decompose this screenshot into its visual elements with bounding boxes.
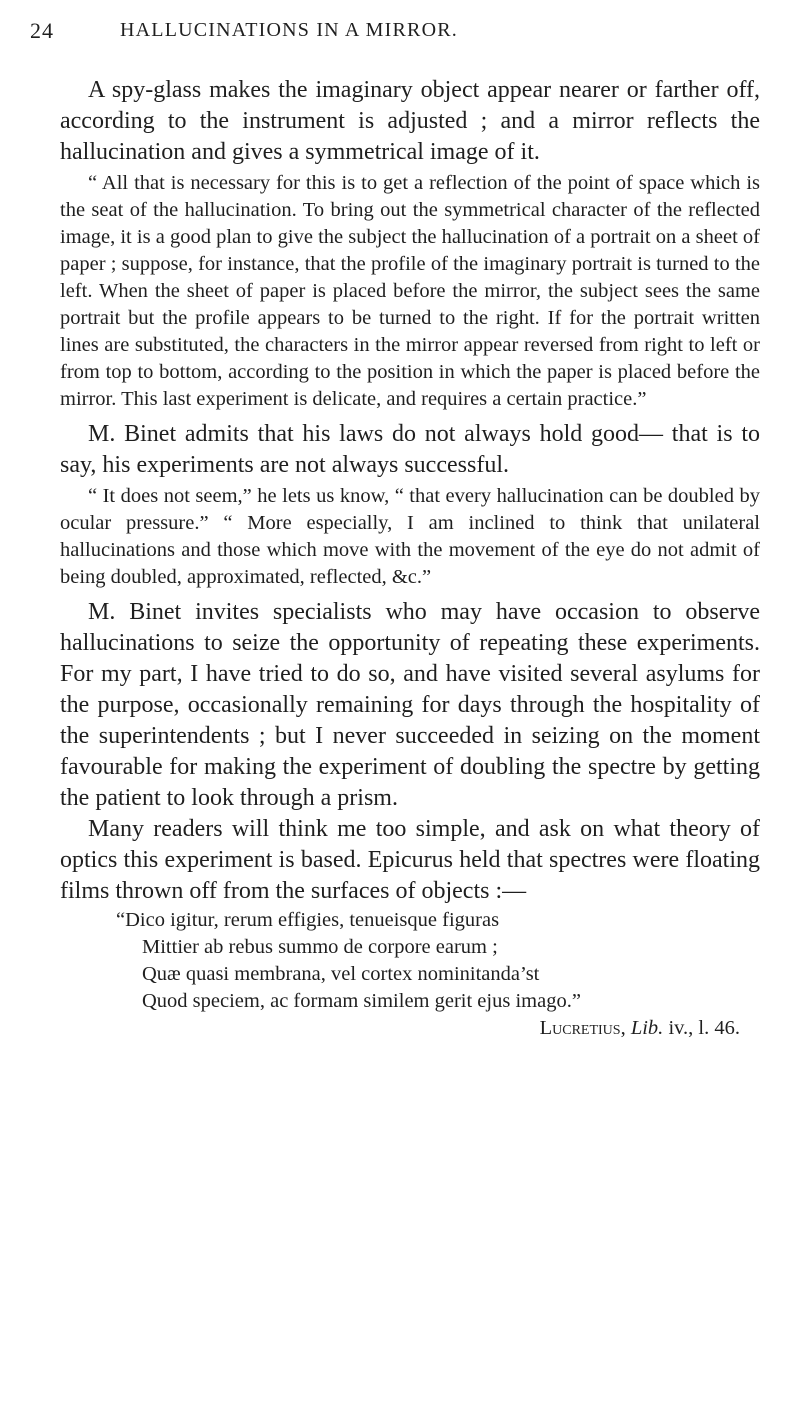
paragraph-binet-invites: M. Binet invites specialists who may have occasion to observe hallucinations to seize the opportunity of repeating these experiments. For my part, I have tried to do so, and have visited several asylums for the purpose, occasionally remaining for days through the hospitality of the superintendents ; but I never succeeded in seizing on the moment favourable for making the experiment of doubling the spectre by getting the patient to look through a prism. [60,599,760,811]
paragraph-quote-ocular-pressure: “ It does not seem,” he lets us know, “ that every hallucination can be doubled by ocular pressure.” “ More especially, I am inclined to think that unilateral hallucinations and those which move with the movement of the eye do not admit of being doubled, approximated, reflected, &c.” [60,485,760,588]
page-header [30,18,770,58]
paragraph-binet-admits: M. Binet admits that his laws do not always hold good— that is to say, his experiments are not always successful. [60,421,760,478]
paragraph-spy-glass: A spy-glass makes the imaginary object appear nearer or farther off, according to the instrument is adjusted ; and a mirror reflects the hallucination and gives a symmetrical image of it. [60,77,760,165]
quotation-line: Mittier ab rebus summo de corpore earum ; [142,936,498,958]
paragraph-epicurus: Many readers will think me too simple, and ask on what theory of optics this experiment is based. Epicurus held that spectres were floating films thrown off from the surfaces of objects :— [60,816,760,904]
body-text [60,75,760,1042]
citation-work: Lib. [630,1017,664,1039]
page-number: 24 [30,18,54,43]
quotation-line: Quæ quasi membrana, vel cortex nominitanda’st [142,963,540,985]
quotation-line: Quod speciem, ac formam similem gerit ejus imago.” [142,990,581,1012]
running-title: HALLUCINATIONS IN A MIRROR. [120,19,458,41]
paragraph-quote-reflection: “ All that is necessary for this is to get a reflection of the point of space which is the seat of the hallucination. To bring out the symmetrical character of the reflected image, it is a good plan to give the subject the hallucination of a portrait on a sheet of paper ; suppose, for instance, that the profile of the imaginary portrait is turned to the left. When the sheet of paper is placed before the mirror, the subject sees the same portrait but the profile appears to be turned to the right. If for the portrait written lines are substituted, the characters in the mirror appear reversed from right to left or from top to bottom, according to the position in which the paper is placed before the mirror. This last experiment is delicate, and requires a certain practice.” [60,172,760,410]
citation-reference: iv., l. 46. [668,1017,740,1039]
citation-author: Lucretius, [539,1017,626,1039]
quotation-citation [60,1015,760,1042]
quotation-line: “Dico igitur, rerum effigies, tenueisque figuras [116,909,500,931]
latin-quotation [116,907,760,1015]
